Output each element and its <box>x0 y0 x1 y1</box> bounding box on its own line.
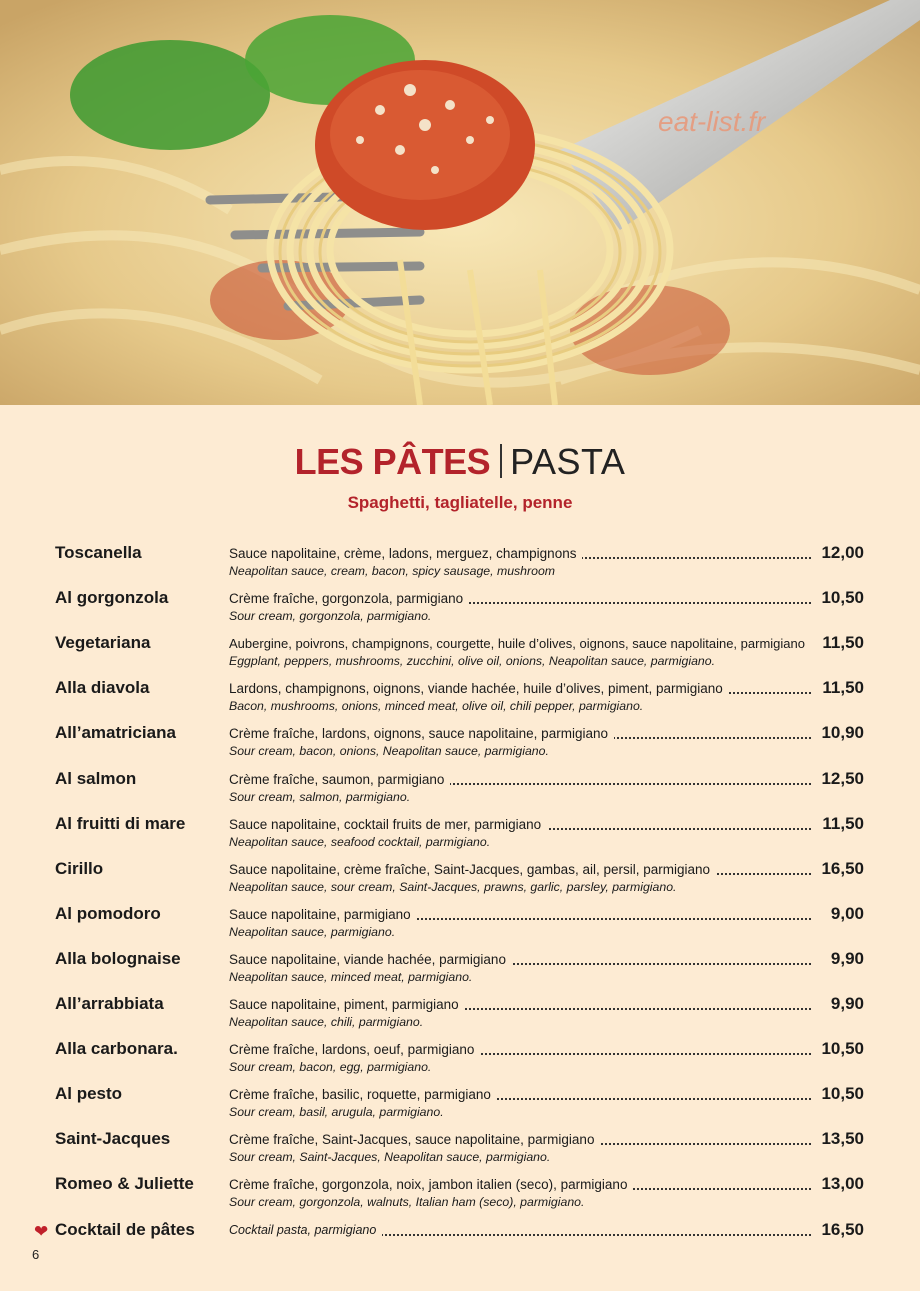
menu-item-description-en: Sour cream, salmon, parmigiano. <box>229 789 411 804</box>
menu-item-name: Toscanella <box>55 543 142 562</box>
menu-item-description-en: Neapolitan sauce, minced meat, parmigiano. <box>229 969 473 984</box>
menu-item-price: 13,00 <box>821 1174 864 1194</box>
menu-item <box>0 947 920 992</box>
menu-item-description-fr-text: Crème fraîche, Saint-Jacques, sauce napolitaine, parmigiano <box>229 1132 600 1147</box>
menu-item-description-fr <box>229 591 811 607</box>
menu-item-name: Al salmon <box>55 768 137 788</box>
menu-item-description-fr-text: Crème fraîche, basilic, roquette, parmigiano <box>229 1087 497 1102</box>
menu-item-description-fr-text: Sauce napolitaine, crème fraîche, Saint-Jacques, gambas, ail, persil, parmigiano <box>229 862 716 877</box>
menu-item-description-fr <box>229 1132 811 1148</box>
menu-item-description-fr <box>229 997 811 1013</box>
menu-item-description-fr <box>229 1223 811 1239</box>
menu-item-name: Alla carbonara. <box>55 1039 178 1059</box>
menu-item-description-fr <box>229 1087 811 1103</box>
menu-item-description-fr <box>229 546 811 562</box>
menu-item-name: Cocktail de pâtes <box>55 1219 195 1239</box>
title-french: LES PÂTES <box>294 441 491 482</box>
menu-item-name: Al gorgonzola <box>55 588 169 608</box>
watermark: eat-list.fr <box>658 106 766 137</box>
menu-item-description-fr-text: Crème fraîche, saumon, parmigiano <box>229 772 450 787</box>
hero-photo <box>0 0 920 405</box>
menu-item-description-fr <box>229 636 811 652</box>
menu-item-price: 10,50 <box>821 1084 864 1104</box>
menu-item <box>0 1037 920 1082</box>
menu-item-name: Al pomodoro <box>55 903 161 923</box>
menu-item-price: 10,50 <box>821 1039 864 1059</box>
menu-item-description-fr <box>229 1177 811 1193</box>
menu-item-description-fr <box>229 1042 811 1058</box>
menu-item-name: All’amatriciana <box>55 723 176 743</box>
section-subtitle: Spaghetti, tagliatelle, penne <box>347 493 573 512</box>
menu-item-description-fr <box>229 907 811 923</box>
section-header <box>0 440 920 484</box>
menu-item-description-fr-text: Cocktail pasta, parmigiano <box>229 1223 382 1237</box>
menu-item-price: 10,90 <box>821 723 864 743</box>
menu-item-description-en: Neapolitan sauce, parmigiano. <box>229 924 396 939</box>
menu-item <box>0 902 920 947</box>
menu-item <box>0 1218 920 1263</box>
menu-item-description-fr-text: Crème fraîche, lardons, oignons, sauce napolitaine, parmigiano <box>229 726 614 741</box>
menu-item-description-en: Neapolitan sauce, chili, parmigiano. <box>229 1015 424 1029</box>
menu-item-description-en: Sour cream, bacon, egg, parmigiano. <box>229 1060 432 1075</box>
menu-item-price: 16,50 <box>821 1219 864 1239</box>
menu-item-price: 9,90 <box>830 948 864 968</box>
heart-icon: ❤ <box>34 1221 49 1241</box>
menu-item-price: 11,50 <box>822 633 864 653</box>
menu-item <box>0 631 920 676</box>
menu-item-name: Alla diavola <box>55 678 150 698</box>
menu-item <box>0 676 920 721</box>
menu-item-description-fr-text: Aubergine, poivrons, champignons, courgette, huile d’olives, oignons, sauce napolitaine, parmigiano <box>229 636 811 651</box>
menu-item-description-fr-text: Sauce napolitaine, parmigiano <box>229 907 417 922</box>
menu-item-description-fr-text: Sauce napolitaine, crème, ladons, merguez, champignons <box>229 546 582 561</box>
menu-item-price: 16,50 <box>821 858 864 878</box>
menu-item-price: 11,50 <box>822 813 864 833</box>
menu-item-description-fr <box>229 726 811 742</box>
title-divider <box>500 444 502 478</box>
menu-item-description-fr <box>229 772 811 788</box>
menu-item <box>0 1127 920 1172</box>
menu-item-description-en: Sour cream, bacon, onions, Neapolitan sauce, parmigiano. <box>229 744 549 759</box>
menu-item-description-en: Sour cream, gorgonzola, parmigiano. <box>229 609 432 624</box>
menu-item-description-fr <box>229 681 811 697</box>
menu-item-price: 12,50 <box>821 768 864 788</box>
menu-item-name: Alla bolognaise <box>55 948 181 968</box>
menu-item-description-fr <box>229 952 811 968</box>
page-title <box>295 440 626 484</box>
menu-item <box>0 1082 920 1127</box>
menu-item-description-en: Neapolitan sauce, seafood cocktail, parmigiano. <box>229 834 491 849</box>
menu-item <box>0 767 920 812</box>
menu-item-description-en: Eggplant, peppers, mushrooms, zucchini, olive oil, onions, Neapolitan sauce, parmigiano. <box>229 654 715 669</box>
menu-item-description-en: Neapolitan sauce, cream, bacon, spicy sausage, mushroom <box>229 564 556 578</box>
menu-item-price: 9,90 <box>830 994 864 1013</box>
title-english: PASTA <box>510 441 626 482</box>
menu-item-description-en: Sour cream, Saint-Jacques, Neapolitan sauce, parmigiano. <box>229 1150 551 1165</box>
menu-item-description-fr-text: Lardons, champignons, oignons, viande hachée, huile d’olives, piment, parmigiano <box>229 681 729 696</box>
menu-item-price: 10,50 <box>821 588 864 608</box>
page-number: 6 <box>32 1247 40 1262</box>
menu-item-price: 12,00 <box>821 543 864 562</box>
spaghetti-fork-illustration <box>0 0 920 405</box>
menu-item-name: Vegetariana <box>55 633 151 653</box>
menu-item-name: Al pesto <box>55 1084 123 1104</box>
menu-item-description-fr-text: Sauce napolitaine, cocktail fruits de mer, parmigiano <box>229 817 547 832</box>
menu-item <box>0 541 920 586</box>
menu-item-description-fr <box>229 862 811 878</box>
menu-item-description-fr-text: Sauce napolitaine, viande hachée, parmigiano <box>229 952 512 967</box>
menu-item-description-fr-text: Crème fraîche, gorgonzola, parmigiano <box>229 591 469 606</box>
menu-item <box>0 992 920 1037</box>
menu-item <box>0 586 920 631</box>
menu-item-description-en: Bacon, mushrooms, onions, minced meat, olive oil, chili pepper, parmigiano. <box>229 699 644 714</box>
menu-item-description-en: Neapolitan sauce, sour cream, Saint-Jacques, prawns, garlic, parsley, parmigiano. <box>229 879 677 894</box>
menu-item-description-fr-text: Crème fraîche, lardons, oeuf, parmigiano <box>229 1042 480 1057</box>
menu-item-description-fr-text: Sauce napolitaine, piment, parmigiano <box>229 997 465 1012</box>
menu-item-description-en: Sour cream, gorgonzola, walnuts, Italian ham (seco), parmigiano. <box>229 1195 585 1210</box>
menu-item-description-fr-text: Crème fraîche, gorgonzola, noix, jambon italien (seco), parmigiano <box>229 1177 633 1192</box>
menu-item-name: Romeo & Juliette <box>55 1174 194 1194</box>
menu-item-name: All’arrabbiata <box>55 994 164 1013</box>
menu-item <box>0 857 920 902</box>
menu-item-name: Cirillo <box>55 858 104 878</box>
menu-item <box>0 812 920 857</box>
menu-item-name: Saint-Jacques <box>55 1129 171 1149</box>
menu-item-price: 9,00 <box>830 903 864 923</box>
menu-item-description-fr <box>229 817 811 833</box>
menu-item-description-en: Sour cream, basil, arugula, parmigiano. <box>229 1105 444 1120</box>
menu-item <box>0 721 920 766</box>
menu-item-name: Al fruitti di mare <box>55 813 186 833</box>
menu-item-price: 13,50 <box>821 1129 864 1149</box>
menu-item-price: 11,50 <box>822 678 864 698</box>
menu-item <box>0 1172 920 1217</box>
